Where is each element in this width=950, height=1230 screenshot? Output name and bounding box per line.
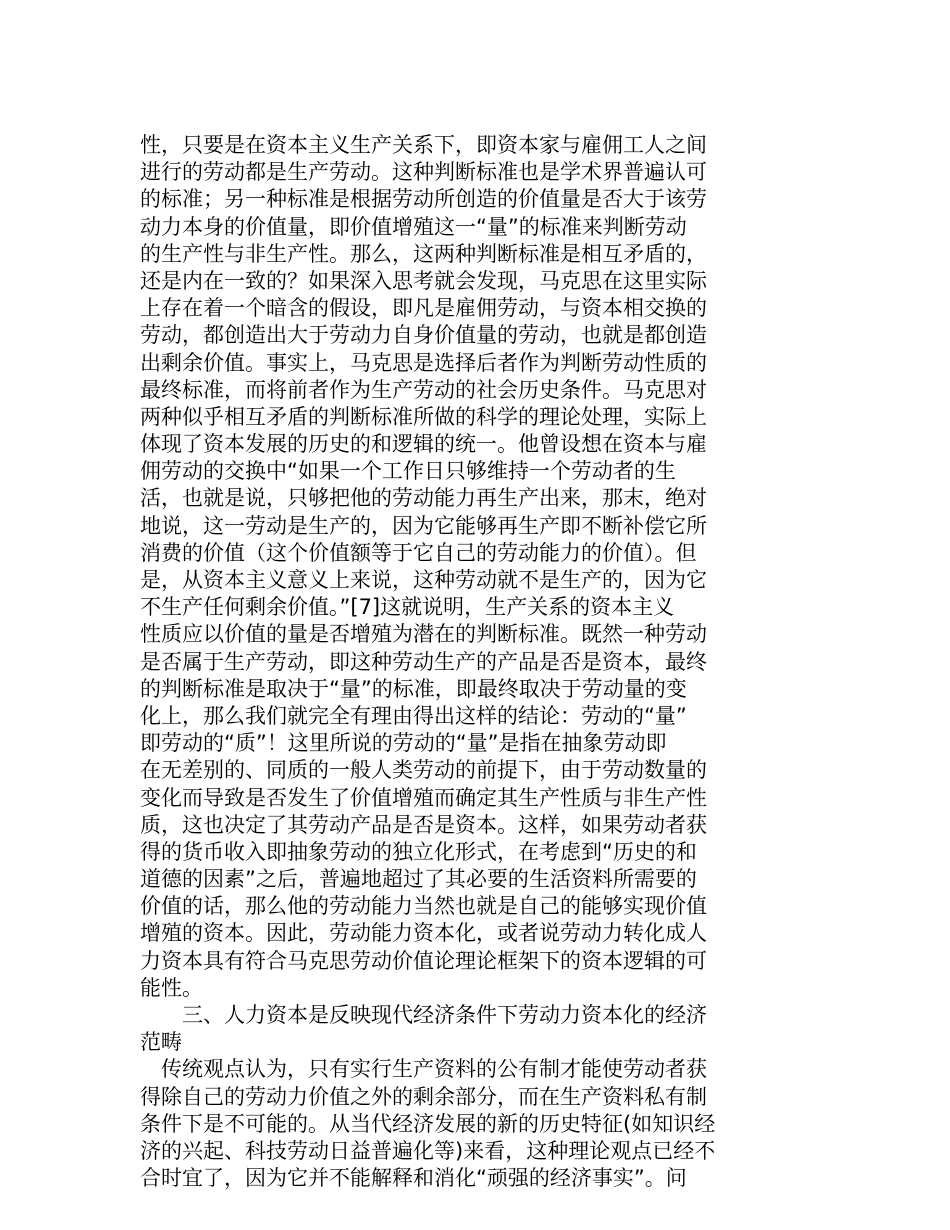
text-line: 佣劳动的交换中“如果一个工作日只够维持一个劳动者的生 [140,459,676,484]
text-line: 力资本具有符合马克思劳动价值论理论框架下的资本逻辑的可 [140,948,707,973]
text-line: 在无差别的、同质的一般人类劳动的前提下，由于劳动数量的 [140,758,707,783]
text-line: 劳动，都创造出大于劳动力自身价值量的劳动，也就是都创造 [140,323,707,348]
text-line: 传统观点认为，只有实行生产资料的公有制才能使劳动者获 [140,1057,707,1082]
text-line: 上存在着一个暗含的假设，即凡是雇佣劳动，与资本相交换的 [140,296,707,321]
text-line: 出剩余价值。事实上，马克思是选择后者作为判断劳动性质的 [140,350,707,375]
text-line: 消费的价值（这个价值额等于它自己的劳动能力的价值）。但 [140,540,697,565]
text-line: 价值的话，那么他的劳动能力当然也就是自己的能够实现价值 [140,894,707,919]
text-line: 进行的劳动都是生产劳动。这种判断标准也是学术界普遍认可 [140,160,707,185]
text-line: 三、人力资本是反映现代经济条件下劳动力资本化的经济 [140,1003,707,1027]
text-line: 得除自己的劳动力价值之外的剩余部分，而在生产资料私有制 [140,1084,707,1109]
text-line: 体现了资本发展的历史的和逻辑的统一。他曾设想在资本与雇 [140,432,707,457]
text-line: 能性。 [140,975,203,1000]
text-line: 的判断标准是取决于“量”的标准，即最终取决于劳动量的变 [140,676,687,701]
text-line: 条件下是不可能的。从当代经济发展的新的历史特征(如知识经 [140,1111,716,1136]
text-line: 的标准；另一种标准是根据劳动所创造的价值量是否大于该劳 [140,187,707,212]
text-line: 得的货币收入即抽象劳动的独立化形式，在考虑到“历史的和 [140,839,697,864]
text-line: 不生产任何剩余价值。”[7]这就说明，生产关系的资本主义 [140,595,675,620]
text-line: 化上，那么我们就完全有理由得出这样的结论：劳动的“量” [140,703,687,728]
body-text [140,132,740,1192]
text-line: 即劳动的“质”！这里所说的劳动的“量”是指在抽象劳动即 [140,731,667,756]
text-line: 性质应以价值的量是否增殖为潜在的判断标准。既然一种劳动 [140,622,707,647]
text-line: 动力本身的价值量，即价值增殖这一“量”的标准来判断劳动 [140,214,687,239]
text-line: 合时宜了，因为它并不能解释和消化“顽强的经济事实”。问 [140,1166,687,1191]
text-line: 还是内在一致的？如果深入思考就会发现，马克思在这里实际 [140,268,707,293]
text-line: 两种似乎相互矛盾的判断标准所做的科学的理论处理，实际上 [140,404,707,429]
text-line: 是否属于生产劳动，即这种劳动生产的产品是否是资本，最终 [140,649,707,674]
text-line: 道德的因素”之后，普遍地超过了其必要的生活资料所需要的 [140,867,697,892]
text-line: 活，也就是说，只够把他的劳动能力再生产出来，那末，绝对 [140,486,707,511]
text-line: 济的兴起、科技劳动日益普遍化等)来看，这种理论观点已经不 [140,1138,716,1163]
text-line: 的生产性与非生产性。那么，这两种判断标准是相互矛盾的， [140,241,707,266]
text-line: 质，这也决定了其劳动产品是否是资本。这样，如果劳动者获 [140,812,707,837]
text-line: 增殖的资本。因此，劳动能力资本化，或者说劳动力转化成人 [140,921,707,946]
text-line: 最终标准，而将前者作为生产劳动的社会历史条件。马克思对 [140,377,707,402]
text-line: 性，只要是在资本主义生产关系下，即资本家与雇佣工人之间 [140,133,707,157]
text-line: 变化而导致是否发生了价值增殖而确定其生产性质与非生产性 [140,785,707,810]
text-line: 是，从资本主义意义上来说，这种劳动就不是生产的，因为它 [140,568,707,592]
text-line: 范畴 [140,1030,182,1055]
text-line: 地说，这一劳动是生产的，因为它能够再生产即不断补偿它所 [140,513,707,538]
